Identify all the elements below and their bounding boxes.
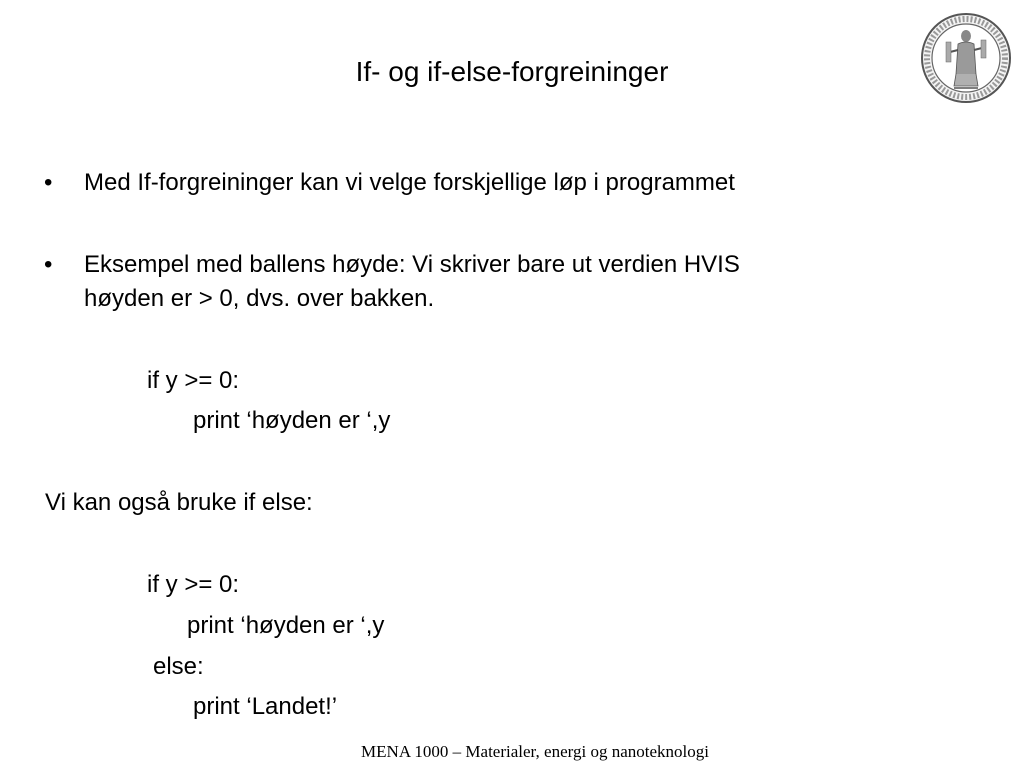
code-line: if y >= 0: [147, 571, 240, 598]
bullet-text: Med If-forgreininger kan vi velge forskjellige løp i programmet [84, 169, 735, 196]
university-seal-icon [920, 12, 1012, 104]
code-line: if y >= 0: [147, 367, 240, 394]
slide-title: If- og if-else-forgreininger [355, 56, 669, 87]
code-line: else: [153, 653, 204, 680]
seal-graphic [920, 12, 1012, 104]
bullet-marker: • [44, 251, 53, 278]
bullet-marker: • [44, 169, 53, 196]
code-line: print ‘Landet!’ [193, 693, 338, 720]
slide-footer: MENA 1000 – Materialer, energi og nanoteknologi [361, 742, 709, 761]
bullet-text: Eksempel med ballens høyde: Vi skriver bare ut verdien HVIS [84, 251, 740, 278]
code-line: print ‘høyden er ‘,y [187, 612, 385, 639]
intro-text: Vi kan også bruke if else: [45, 489, 313, 516]
code-line: print ‘høyden er ‘,y [193, 407, 391, 434]
bullet-text-continued: høyden er > 0, dvs. over bakken. [84, 285, 435, 312]
